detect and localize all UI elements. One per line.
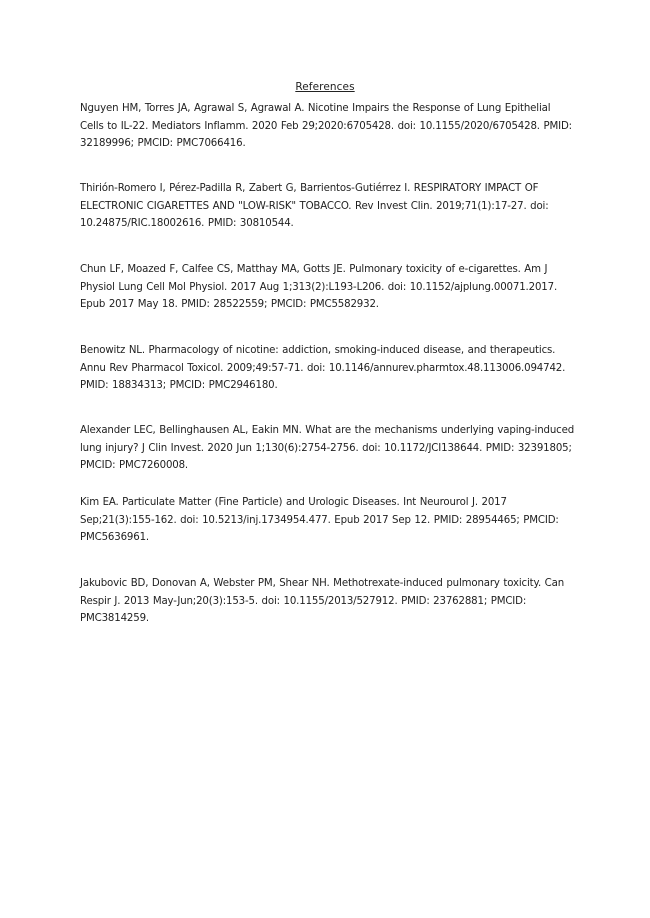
reference-item: Thirión-Romero I, Pérez-Padilla R, Zabert G, Barrientos-Gutiérrez I. RESPIRATORY IMPACT OF ELECTRONIC CIGARETTES AND "LOW-RISK" TOBACCO. Rev Invest Clin. 2019;71(1):17-27. doi: 10.24875/RIC.18002616. PMID: 30810544.	[80, 183, 549, 230]
reference-item: Alexander LEC, Bellinghausen AL, Eakin MN. What are the mechanisms underlying vaping-induced lung injury? J Clin Invest. 2020 Jun 1;130(6):2754-2756. doi: 10.1172/JCI138644. PMID: 32391805; PMCID: PMC7260008.	[80, 425, 575, 472]
reference-item: Benowitz NL. Pharmacology of nicotine: addiction, smoking-induced disease, and therapeutics. Annu Rev Pharmacol Toxicol. 2009;49:57-71. doi: 10.1146/annurev.pharmtox.48.113006.094742. PMID: 18834313; PMCID: PMC2946180.	[80, 345, 566, 392]
reference-item: Nguyen HM, Torres JA, Agrawal S, Agrawal A. Nicotine Impairs the Response of Lung Epithelial Cells to IL-22. Mediators Inflamm. 2020 Feb 29;2020:6705428. doi: 10.1155/2020/6705428. PMID: 32189996; PMCID: PMC7066416.	[80, 103, 572, 150]
references-heading: References	[295, 81, 355, 93]
reference-item: Jakubovic BD, Donovan A, Webster PM, Shear NH. Methotrexate-induced pulmonary toxicity. Can Respir J. 2013 May-Jun;20(3):153-5. doi: 10.1155/2013/527912. PMID: 23762881; PMCID: PMC3814259.	[80, 578, 564, 625]
reference-item: Chun LF, Moazed F, Calfee CS, Matthay MA, Gotts JE. Pulmonary toxicity of e-cigarettes. Am J Physiol Lung Cell Mol Physiol. 2017 Aug 1;313(2):L193-L206. doi: 10.1152/ajplung.00071.2017. Epub 2017 May 18. PMID: 28522559; PMCID: PMC5582932.	[80, 264, 558, 311]
reference-item: Kim EA. Particulate Matter (Fine Particle) and Urologic Diseases. Int Neurourol J. 2017 Sep;21(3):155-162. doi: 10.5213/inj.1734954.477. Epub 2017 Sep 12. PMID: 28954465; PMCID: PMC5636961.	[80, 497, 559, 544]
